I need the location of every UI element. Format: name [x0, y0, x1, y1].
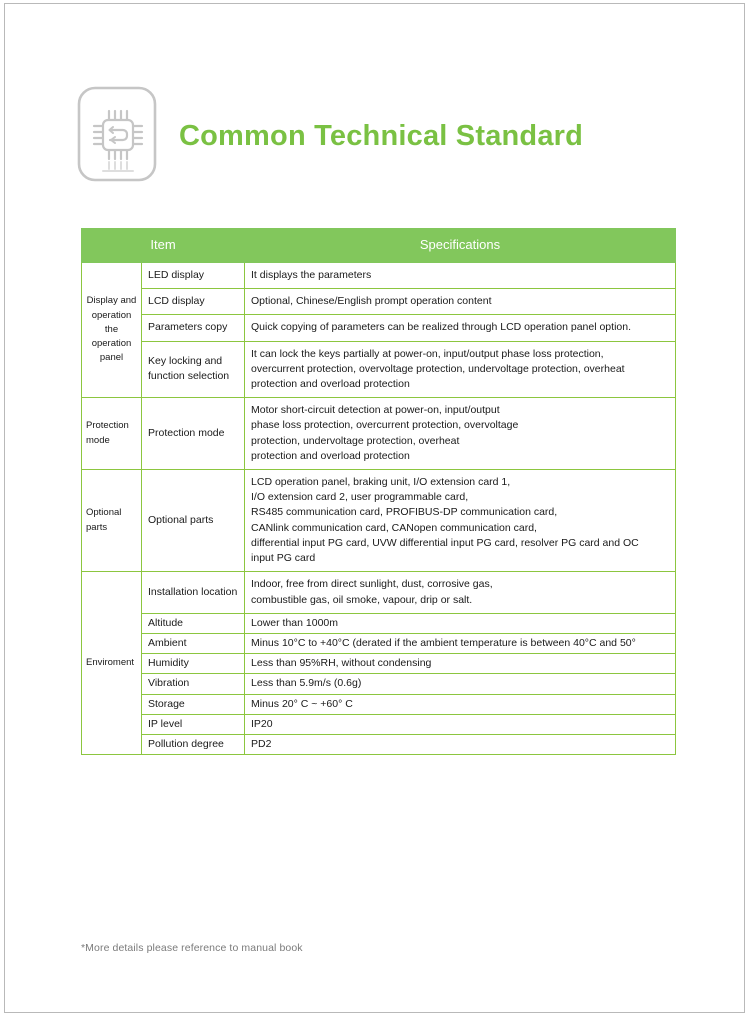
item-lcd-display: LCD display: [142, 289, 245, 315]
spec-line: differential input PG card, UVW differential input PG card, resolver PG card and OC: [251, 536, 639, 549]
spec-line: protection, undervoltage protection, overheat: [251, 434, 460, 447]
table-row: [82, 262, 676, 288]
page-title: Common Technical Standard: [179, 119, 584, 152]
spec-lcd-display: Optional, Chinese/English prompt operation content: [245, 289, 676, 315]
document-header: [73, 82, 583, 190]
table-row: [82, 315, 676, 341]
column-header-item: Item: [82, 229, 245, 263]
item-ambient: Ambient: [142, 634, 245, 654]
table-row: [82, 654, 676, 674]
spec-storage: Minus 20° C ~ +60° C: [245, 694, 676, 714]
item-key-locking-text: Key locking and function selection: [148, 354, 230, 383]
item-ip-level: IP level: [142, 714, 245, 734]
spec-humidity: Less than 95%RH, without condensing: [245, 654, 676, 674]
table-row: [82, 470, 676, 572]
item-altitude: Altitude: [142, 613, 245, 633]
table-row: [82, 714, 676, 734]
item-parameters-copy: Parameters copy: [142, 315, 245, 341]
chip-processor-icon: [73, 82, 165, 190]
table-row: [82, 694, 676, 714]
spec-protection-mode: [245, 398, 676, 470]
spec-line: RS485 communication card, PROFIBUS-DP communication card,: [251, 506, 558, 519]
spec-parameters-copy: Quick copying of parameters can be realized through LCD operation panel option.: [245, 315, 676, 341]
spec-line: protection and overload protection: [251, 449, 410, 462]
spec-line: LCD operation panel, braking unit, I/O extension card 1,: [251, 476, 511, 489]
table-row: [82, 735, 676, 755]
item-protection-mode: Protection mode: [142, 398, 245, 470]
group-label-display-operation: Display and operation the operation panel: [82, 262, 142, 397]
spec-pollution-degree: PD2: [245, 735, 676, 755]
spec-altitude: Lower than 1000m: [245, 613, 676, 633]
spec-line: combustible gas, oil smoke, vapour, drip or salt.: [251, 593, 473, 606]
spec-led-display: It displays the parameters: [245, 262, 676, 288]
table-row: [82, 398, 676, 470]
spec-key-locking: [245, 341, 676, 398]
item-storage: Storage: [142, 694, 245, 714]
table-row: [82, 572, 676, 613]
item-humidity: Humidity: [142, 654, 245, 674]
item-led-display: LED display: [142, 262, 245, 288]
spec-installation-location: [245, 572, 676, 613]
table-row: [82, 634, 676, 654]
item-installation-location: Installation location: [142, 572, 245, 613]
spec-line: protection and overload protection: [251, 377, 410, 390]
spec-ambient: Minus 10°C to +40°C (derated if the ambient temperature is between 40°C and 50°: [245, 634, 676, 654]
group-label-enviroment: Enviroment: [82, 572, 142, 755]
table-row: [82, 674, 676, 694]
spec-line: input PG card: [251, 552, 316, 565]
table-row: [82, 289, 676, 315]
footnote: *More details please reference to manual book: [81, 942, 303, 954]
table-body: [82, 262, 676, 754]
spec-ip-level: IP20: [245, 714, 676, 734]
spec-line: CANlink communication card, CANopen communication card,: [251, 521, 537, 534]
group-label-optional-parts: Optional parts: [82, 470, 142, 572]
spec-line: I/O extension card 2, user programmable card,: [251, 491, 469, 504]
table-head: [82, 229, 676, 263]
spec-line: overcurrent protection, overvoltage protection, undervoltage protection, overheat: [251, 362, 625, 375]
item-key-locking: [142, 341, 245, 398]
column-header-specifications: Specifications: [245, 229, 676, 263]
item-pollution-degree: Pollution degree: [142, 735, 245, 755]
table-row: [82, 341, 676, 398]
spec-vibration: Less than 5.9m/s (0.6g): [245, 674, 676, 694]
spec-line: Motor short-circuit detection at power-on, input/output: [251, 404, 500, 417]
document-page: [4, 3, 745, 1013]
spec-line: phase loss protection, overcurrent protection, overvoltage: [251, 419, 519, 432]
spec-optional-parts: [245, 470, 676, 572]
item-vibration: Vibration: [142, 674, 245, 694]
group-label-protection-mode: Protection mode: [82, 398, 142, 470]
spec-line: Indoor, free from direct sunlight, dust, corrosive gas,: [251, 578, 493, 591]
technical-specification-table: [81, 228, 676, 755]
table-row: [82, 613, 676, 633]
item-optional-parts: Optional parts: [142, 470, 245, 572]
table-header-row: [82, 229, 676, 263]
spec-line: It can lock the keys partially at power-on, input/output phase loss protection,: [251, 347, 604, 360]
